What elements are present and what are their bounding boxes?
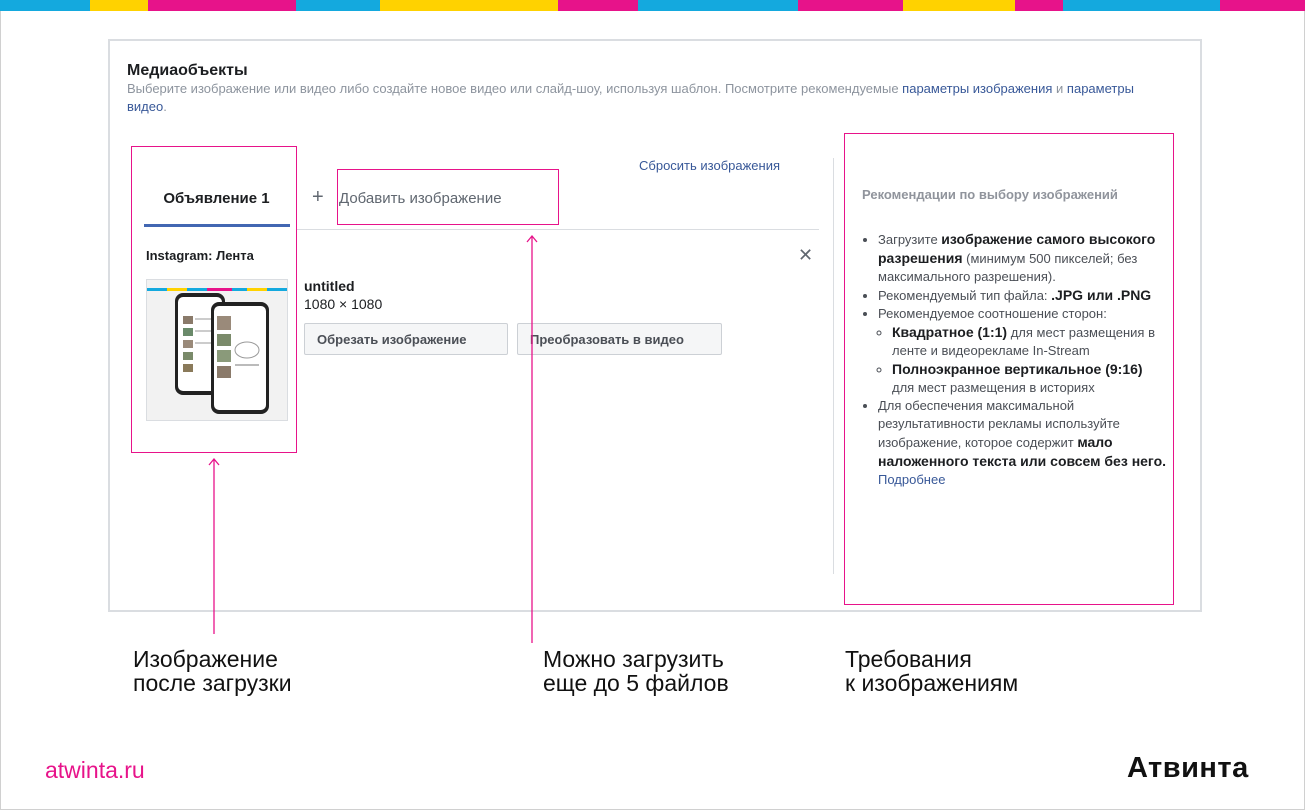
arrow-up-icon <box>524 233 540 645</box>
tab-separator <box>297 229 819 230</box>
list-item: ◦ Полноэкранное вертикальное (9:16) для мест размещения в историях <box>892 360 1168 397</box>
crop-image-button[interactable]: Обрезать изображение <box>304 323 508 355</box>
panel-subtitle: Выберите изображение или видео либо создайте новое видео или слайд-шоу, используя шаблон. Посмотрите рекомендуемые параметры изображения и параметры видео. <box>127 81 1134 114</box>
recommendations-title: Рекомендации по выбору изображений <box>862 187 1118 202</box>
placement-label: Instagram: Лента <box>146 248 254 263</box>
add-image-tab[interactable]: Добавить изображение <box>339 190 502 207</box>
list-item: • Рекомендуемое соотношение сторон: ◦ Квадратное (1:1) для мест размещения в ленте и видеорекламе In-Stream ◦ Полноэкранное вертикальное (9:16) для мест размещения в историях <box>878 305 1168 397</box>
tab-ad-1[interactable]: Объявление 1 <box>163 190 270 207</box>
brand-logo: Атвинта <box>1127 752 1249 784</box>
list-item: • Для обеспечения максимальной результативности рекламы используйте изображение, которое содержит мало наложенного текста или совсем без него. Подробнее <box>878 397 1168 489</box>
reset-images-link[interactable]: Сбросить изображения <box>639 158 781 173</box>
learn-more-link[interactable]: Подробнее <box>878 472 946 487</box>
file-name: untitled <box>304 278 355 294</box>
site-url[interactable]: atwinta.ru <box>45 757 145 783</box>
plus-icon[interactable]: + <box>312 186 324 208</box>
caption-upload-more: Можно загрузить еще до 5 файлов <box>543 646 729 696</box>
add-image-highlight <box>337 169 559 225</box>
panel-title: Медиаобъекты <box>127 62 248 79</box>
image-params-link[interactable]: параметры изображения <box>902 81 1053 96</box>
file-dimensions: 1080 × 1080 <box>304 296 383 312</box>
close-icon[interactable]: ✕ <box>798 245 814 265</box>
list-item: ◦ Квадратное (1:1) для мест размещения в ленте и видеорекламе In-Stream <box>892 323 1168 360</box>
requirements-highlight <box>844 133 1174 605</box>
uploaded-image-highlight <box>131 146 297 453</box>
list-item: • Загрузите изображение самого высокого разрешения (минимум 500 пикселей; без максимального разрешения). <box>878 230 1168 286</box>
caption-uploaded-image: Изображение после загрузки <box>133 646 292 696</box>
list-item: • Рекомендуемый тип файла: .JPG или .PNG <box>878 286 1168 305</box>
video-params-link[interactable]: параметры видео <box>127 81 1134 114</box>
caption-requirements: Требования к изображениям <box>845 646 1019 696</box>
arrow-up-icon <box>206 456 222 636</box>
convert-to-video-button[interactable]: Преобразовать в видео <box>517 323 722 355</box>
vertical-divider <box>833 158 834 574</box>
